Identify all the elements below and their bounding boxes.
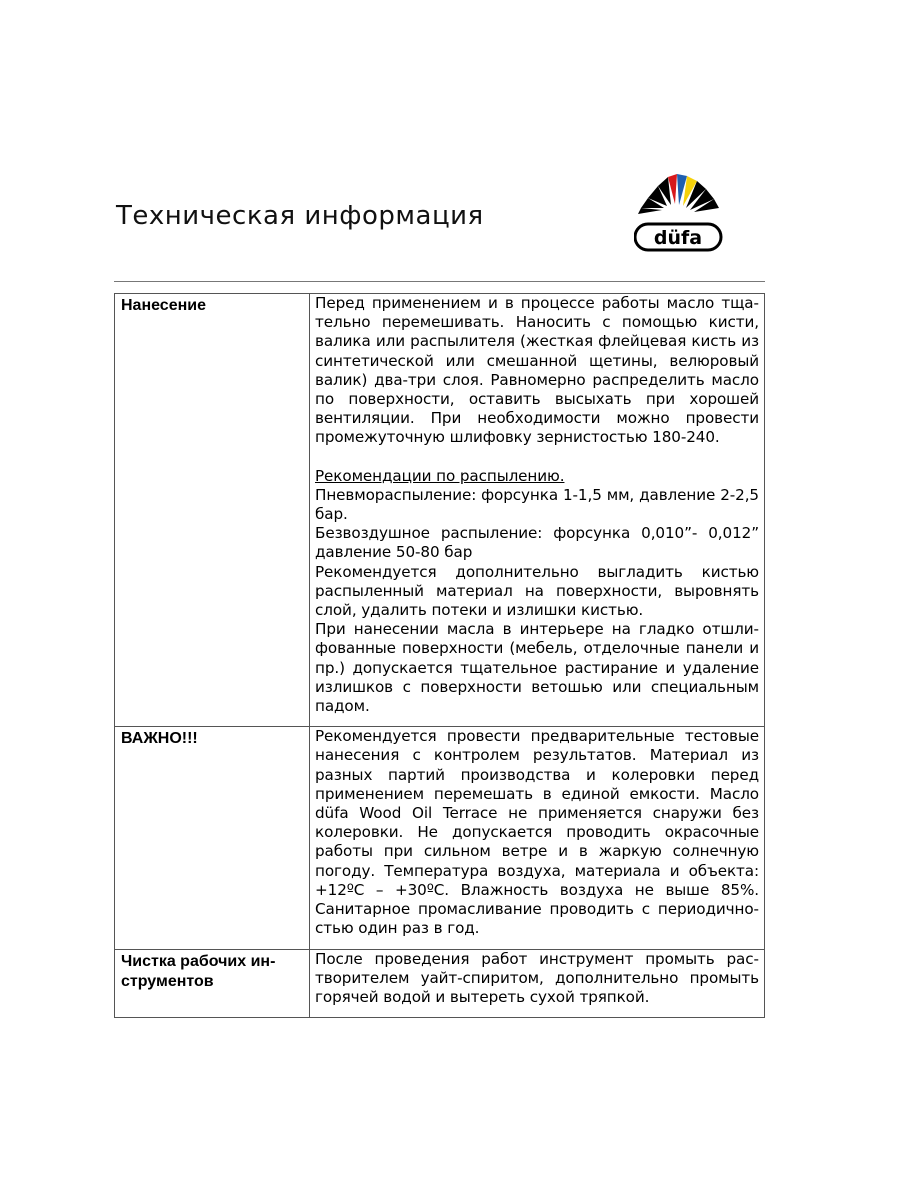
- row-label-important: ВАЖНО!!!: [115, 727, 310, 949]
- cleaning-paragraph: После проведения работ инструмент промыть растворителем уайт-спиритом, дополнительно промыть горячей водой и вытереть сухой тряпкой.: [315, 949, 759, 1006]
- row-label-application: Нанесение: [115, 294, 310, 727]
- important-paragraph: Рекомендуется провести предварительные тестовые нанесения с контролем результатов. Материал из разных партий производства и колеровки перед применением перемешать в единой емкости. Масло düfa Wood Oil Terrace не применяется снаружи без колеровки. Не допускается проводить окрасочные работы при сильном ветре и в жаркую солнечную погоду. Температура воздуха, материала и объекта: +12ºC – +30ºC. Влажность воздуха не выше 85%. Санитарное промасливание проводить с периодичностью один раз в год.: [315, 727, 759, 938]
- header-divider: [114, 281, 765, 282]
- table-row: [115, 294, 765, 727]
- logo-brand-text: düfa: [653, 227, 703, 249]
- page-title: Техническая информация: [116, 201, 484, 231]
- dufa-logo: [634, 168, 724, 258]
- row-label-cleaning: Чистка рабочих инструментов: [115, 949, 310, 1018]
- application-paragraph: Перед применением и в процессе работы масло тщательно перемешивать. Наносить с помощью кисти, валика или распылителя (жесткая флейцевая кисть из синтетической или смешанной щетины, велюровый валик) два-три слоя. Равномерно распределить масло по поверхности, оставить высыхать при хорошей вентиляции. При необходимости можно провести промежуточную шлифовку зернистостью 180-240.: [315, 294, 759, 447]
- technical-info-table: [114, 293, 765, 1018]
- dufa-logo-graphic: [634, 168, 724, 258]
- spray-paragraph: При нанесении масла в интерьере на гладко отшлифованные поверхности (мебель, отделочные панели и пр.) допускается тщательное растирание и удаление излишков с поверхности ветошью или специальным падом.: [315, 620, 759, 716]
- table-row: [115, 949, 765, 1018]
- logo-ray: [638, 208, 662, 214]
- row-content-application: [310, 294, 765, 727]
- spray-heading: Рекомендации по распылению.: [315, 466, 565, 485]
- spray-paragraph: Рекомендуется дополнительно выгладить кистью распыленный материал на поверхности, выровнять слой, удалить потеки и излишки кистью.: [315, 562, 759, 620]
- row-content-cleaning: [310, 949, 765, 1018]
- row-content-important: [310, 727, 765, 949]
- spray-paragraph: Безвоздушное распыление: форсунка 0,010”- 0,012” давление 50-80 бар: [315, 524, 759, 562]
- table-row: [115, 727, 765, 949]
- spray-paragraph: Пневмораспыление: форсунка 1-1,5 мм, давление 2-2,5 бар.: [315, 485, 759, 524]
